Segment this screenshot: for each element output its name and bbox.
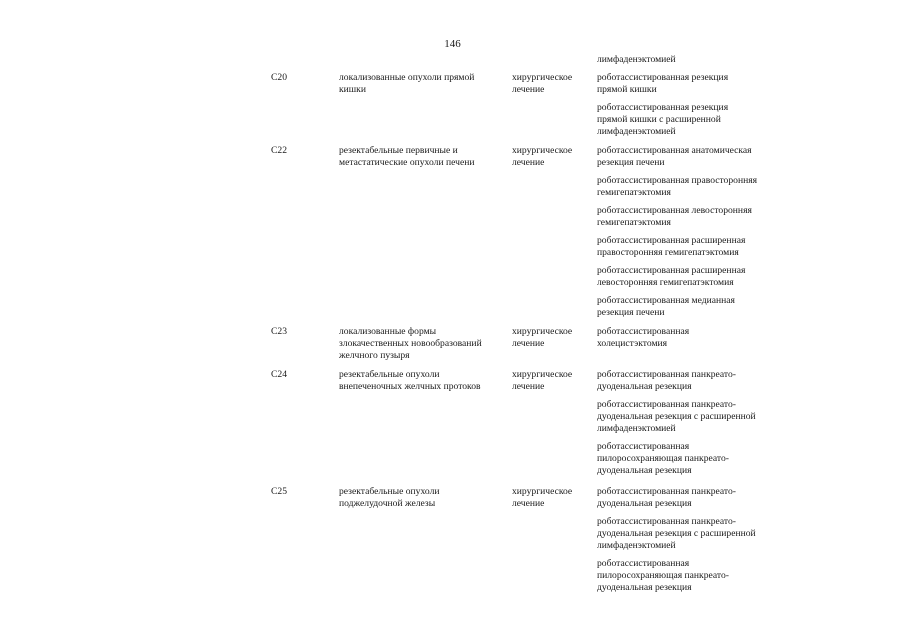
method-item bbox=[597, 205, 787, 229]
method-line: роботассистированная резекция bbox=[597, 72, 729, 83]
method-line: роботассистированная панкреато- bbox=[597, 369, 736, 380]
method-line: роботассистированная правосторонняя bbox=[597, 175, 758, 186]
diagnosis-cell bbox=[339, 369, 507, 393]
treatment-cell bbox=[512, 145, 592, 169]
method-line: дуоденальная резекция bbox=[597, 498, 692, 509]
method-item bbox=[597, 516, 787, 552]
method-line: роботассистированная левосторонняя bbox=[597, 205, 752, 216]
method-item bbox=[597, 558, 787, 594]
treatment-cell bbox=[512, 369, 592, 393]
diagnosis-line: резектабельные опухоли bbox=[339, 486, 440, 497]
diagnosis-line: локализованные формы bbox=[339, 326, 437, 337]
diagnosis-cell bbox=[339, 145, 507, 169]
icd-code: C23 bbox=[271, 326, 287, 337]
method-item bbox=[597, 102, 787, 138]
method-line: роботассистированная bbox=[597, 441, 690, 452]
carryover-cell bbox=[597, 54, 787, 66]
methods-cell bbox=[597, 486, 787, 594]
diagnosis-line: внепеченочных желчных протоков bbox=[339, 381, 481, 392]
method-item bbox=[597, 145, 787, 169]
method-line: роботассистированная bbox=[597, 326, 690, 337]
icd-code: C20 bbox=[271, 72, 287, 83]
method-line: роботассистированная панкреато- bbox=[597, 486, 736, 497]
treatment-line: лечение bbox=[512, 157, 545, 168]
methods-cell bbox=[597, 326, 787, 350]
treatment-line: лечение bbox=[512, 381, 545, 392]
method-line: резекция печени bbox=[597, 307, 665, 318]
method-line: лимфаденэктомией bbox=[597, 423, 676, 434]
icd-code: C25 bbox=[271, 486, 287, 497]
method-line: прямой кишки с расширенной bbox=[597, 114, 721, 125]
treatment-cell bbox=[512, 326, 592, 350]
method-item bbox=[597, 235, 787, 259]
method-line: лимфаденэктомией bbox=[597, 126, 676, 137]
diagnosis-line: метастатические опухоли печени bbox=[339, 157, 475, 168]
treatment-cell bbox=[512, 72, 592, 96]
diagnosis-line: резектабельные первичные и bbox=[339, 145, 458, 156]
carryover-line: лимфаденэктомией bbox=[597, 54, 676, 65]
method-line: роботассистированная медианная bbox=[597, 295, 735, 306]
treatment-line: хирургическое bbox=[512, 145, 573, 156]
method-line: дуоденальная резекция bbox=[597, 381, 692, 392]
method-line: гемигепатэктомия bbox=[597, 217, 671, 228]
methods-cell bbox=[597, 369, 787, 477]
method-line: дуоденальная резекция с расширенной bbox=[597, 528, 756, 539]
method-line: дуоденальная резекция с расширенной bbox=[597, 411, 756, 422]
method-line: левосторонняя гемигепатэктомия bbox=[597, 277, 734, 288]
diagnosis-line: поджелудочной железы bbox=[339, 498, 436, 509]
method-item bbox=[597, 265, 787, 289]
method-item bbox=[597, 175, 787, 199]
method-line: дуоденальная резекция bbox=[597, 465, 692, 476]
method-line: прямой кишки bbox=[597, 84, 657, 95]
method-item bbox=[597, 486, 787, 510]
treatment-line: лечение bbox=[512, 338, 545, 349]
method-line: пилоросохраняющая панкреато- bbox=[597, 570, 729, 581]
method-line: резекция печени bbox=[597, 157, 665, 168]
diagnosis-line: желчного пузыря bbox=[339, 350, 410, 361]
treatment-cell bbox=[512, 486, 592, 510]
diagnosis-line: локализованные опухоли прямой bbox=[339, 72, 475, 83]
method-line: правосторонняя гемигепатэктомия bbox=[597, 247, 739, 258]
icd-code: C24 bbox=[271, 369, 287, 380]
diagnosis-cell bbox=[339, 72, 507, 96]
method-line: роботассистированная резекция bbox=[597, 102, 729, 113]
method-item bbox=[597, 72, 787, 96]
diagnosis-cell bbox=[339, 486, 507, 510]
page-number: 146 bbox=[444, 38, 461, 50]
method-item bbox=[597, 295, 787, 319]
method-item bbox=[597, 326, 787, 350]
method-line: гемигепатэктомия bbox=[597, 187, 671, 198]
diagnosis-line: злокачественных новообразований bbox=[339, 338, 482, 349]
treatment-line: хирургическое bbox=[512, 486, 573, 497]
diagnosis-cell bbox=[339, 326, 507, 362]
treatment-line: лечение bbox=[512, 84, 545, 95]
method-item bbox=[597, 441, 787, 477]
method-item bbox=[597, 369, 787, 393]
diagnosis-line: резектабельные опухоли bbox=[339, 369, 440, 380]
method-line: роботассистированная панкреато- bbox=[597, 399, 736, 410]
methods-cell bbox=[597, 145, 787, 319]
method-line: роботассистированная расширенная bbox=[597, 265, 746, 276]
method-line: роботассистированная расширенная bbox=[597, 235, 746, 246]
method-line: дуоденальная резекция bbox=[597, 582, 692, 593]
treatment-line: хирургическое bbox=[512, 369, 573, 380]
method-line: роботассистированная панкреато- bbox=[597, 516, 736, 527]
method-line: лимфаденэктомией bbox=[597, 540, 676, 551]
treatment-line: хирургическое bbox=[512, 326, 573, 337]
method-item bbox=[597, 399, 787, 435]
treatment-line: лечение bbox=[512, 498, 545, 509]
treatment-line: хирургическое bbox=[512, 72, 573, 83]
method-line: роботассистированная bbox=[597, 558, 690, 569]
icd-code: C22 bbox=[271, 145, 287, 156]
method-line: холецистэктомия bbox=[597, 338, 668, 349]
diagnosis-line: кишки bbox=[339, 84, 366, 95]
method-line: пилоросохраняющая панкреато- bbox=[597, 453, 729, 464]
method-line: роботассистированная анатомическая bbox=[597, 145, 752, 156]
methods-cell bbox=[597, 72, 787, 138]
